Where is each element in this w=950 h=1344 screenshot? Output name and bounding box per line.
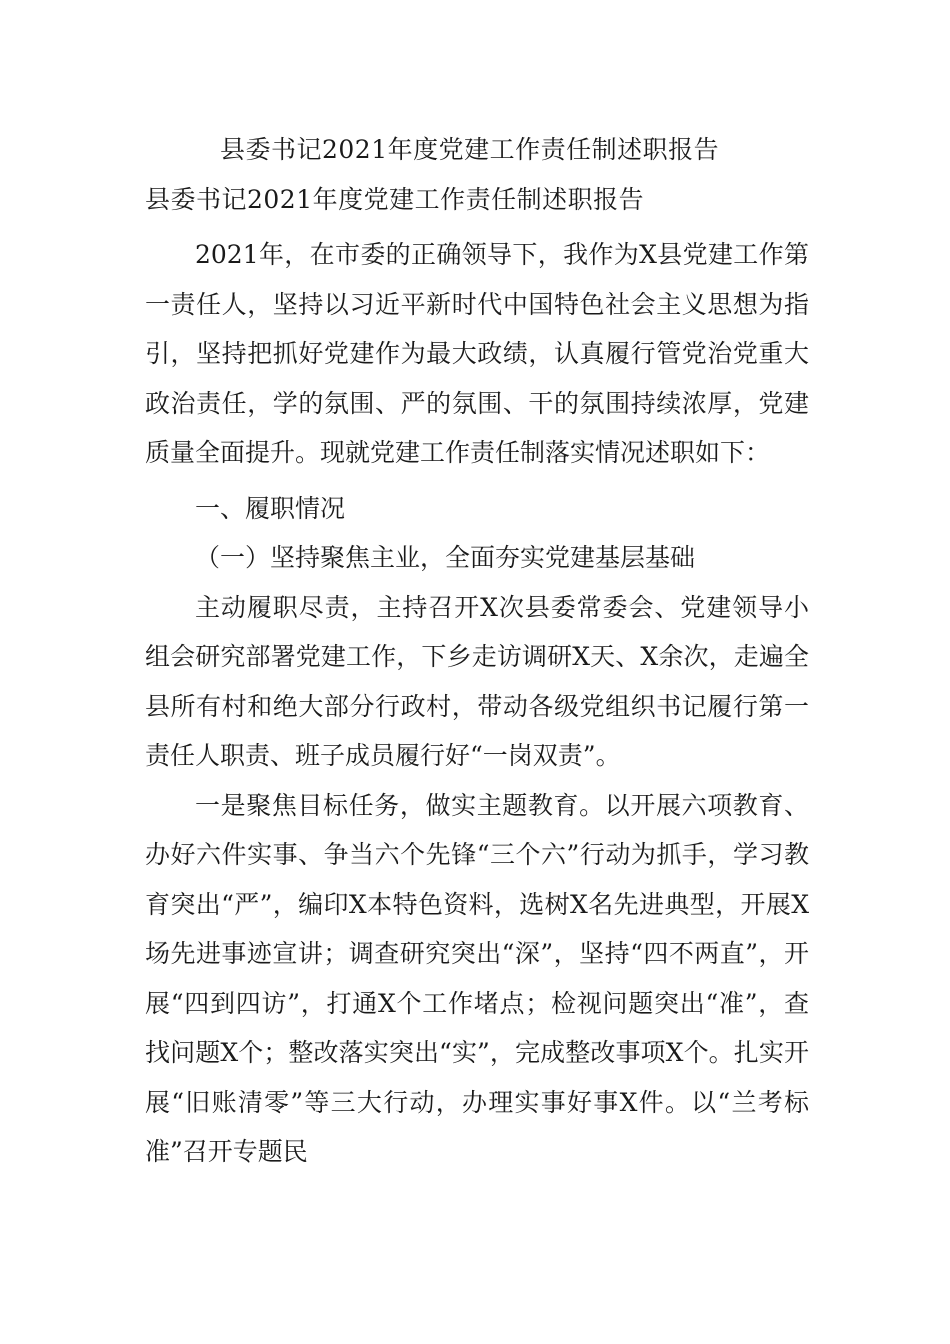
document-title: 县委书记2021年度党建工作责任制述职报告 [220,135,720,164]
body-paragraph: 主动履职尽责，主持召开X次县委常委会、党建领导小组会研究部署党建工作，下乡走访调研X天、X余次，走遍全县所有村和绝大部分行政村，带动各级党组织书记履行第一责任人职责、班子成员履行好“一岗双责”。 [145,592,809,770]
section-heading: 一、履职情况 [195,493,346,523]
intro-paragraph: 2021年，在市委的正确领导下，我作为X县党建工作第一责任人，坚持以习近平新时代中国特色社会主义思想为指引，坚持把抓好党建作为最大政绩，认真履行管党治党重大政治责任，学的氛围、严的氛围、干的氛围持续浓厚，党建质量全面提升。现就党建工作责任制落实情况述职如下： [145,240,809,467]
document-subtitle: 县委书记2021年度党建工作责任制述职报告 [145,185,645,214]
document-body [145,230,809,1177]
body-paragraph: 一是聚焦目标任务，做实主题教育。以开展六项教育、办好六件实事、争当六个先锋“三个六”行动为抓手，学习教育突出“严”，编印X本特色资料，选树X名先进典型，开展X场先进事迹宣讲；调查研究突出“深”，坚持“四不两直”，开展“四到四访”，打通X个工作堵点；检视问题突出“准”，查找问题X个；整改落实突出“实”，完成整改事项X个。扎实开展“旧账清零”等三大行动，办理实事好事X件。以“兰考标准”召开专题民 [145,790,809,1166]
subsection-heading: （一）坚持聚焦主业，全面夯实党建基层基础 [195,543,696,572]
